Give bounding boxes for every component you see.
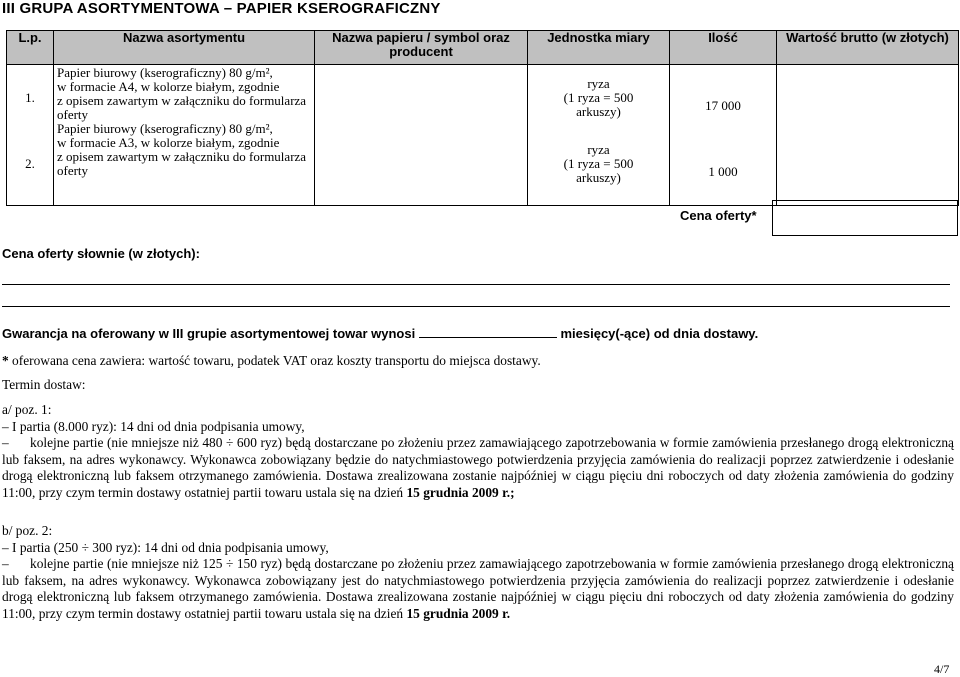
row-1-unit: ryza (1 ryza = 500 arkuszy)	[563, 76, 634, 119]
page-heading: III GRUPA ASORTYMENTOWA – PAPIER KSEROGRAFICZNY	[2, 0, 441, 17]
header-name: Nazwa asortymentu	[54, 31, 315, 65]
price-total-box[interactable]	[772, 200, 958, 236]
table-header-row	[7, 31, 959, 65]
section-b-first: – I partia (250 ÷ 300 ryz): 14 dni od dnia podpisania umowy,	[2, 539, 329, 555]
price-label: Cena oferty*	[680, 208, 757, 223]
section-b-date: 15 grudnia 2009 r.	[406, 605, 511, 621]
note-star: *	[2, 353, 9, 368]
table-row	[7, 65, 959, 206]
note-text: oferowana cena zawiera: wartość towaru, podatek VAT oraz koszty transportu do miejsca dostawy.	[8, 353, 541, 368]
header-paper: Nazwa papieru / symbol oraz producent	[315, 31, 528, 65]
section-a-date: 15 grudnia 2009 r.;	[406, 484, 515, 500]
page-number: 4/7	[934, 662, 950, 676]
section-a-next-text: kolejne partie (nie mniejsze niż 480 ÷ 600 ryz) będą dostarczane po złożeniu przez zamawiającego zapotrzebowania w formie zamówienia przesłanego drogą elektroniczną lub faksem, na adres wykonawcy. Wykonawca zobowiązany będzie do natychmiastowego potwierdzenia przyjęcia zamówienia do realizacji poprzez zatwierdzenie i odesłanie drogą elektroniczną lub faksem otrzymanego zamówienia. Dostawa zrealizowana zostanie najpóźniej w ciągu pięciu dni roboczych od daty złożenia zamówienia do godziny 11:00, przy czym termin dostawy ostatniej partii towaru ustala się na dzień	[2, 435, 954, 500]
assortment-table	[6, 30, 959, 206]
price-note	[2, 353, 954, 370]
header-qty: Ilość	[670, 31, 777, 65]
section-b-title: b/ poz. 2:	[2, 523, 53, 538]
paper-cell[interactable]	[315, 65, 528, 206]
row-1-name: Papier biurowy (kserograficzny) 80 g/m², w formacie A4, w kolorze białym, zgodnie z opisem zawartym w załączniku do formularza oferty	[57, 65, 307, 122]
section-a-first: – I partia (8.000 ryz): 14 dni od dnia podpisania umowy,	[2, 418, 305, 434]
header-value: Wartość brutto (w złotych)	[777, 31, 959, 65]
guarantee-statement	[2, 326, 758, 341]
lp-cell	[7, 65, 54, 206]
guarantee-months-blank[interactable]	[419, 327, 557, 338]
price-words-label: Cena oferty słownie (w złotych):	[2, 246, 200, 261]
section-a-dash: –	[2, 435, 9, 450]
section-a-title: a/ poz. 1:	[2, 402, 52, 417]
row-2-name: Papier biurowy (kserograficzny) 80 g/m², w formacie A3, w kolorze białym, zgodnie z opisem zawartym w załączniku do formularza oferty	[57, 121, 307, 178]
section-b-dash: –	[2, 556, 9, 571]
row-2-unit: ryza (1 ryza = 500 arkuszy)	[563, 142, 634, 185]
section-b-next	[2, 556, 954, 622]
price-words-line-2[interactable]	[2, 306, 950, 307]
section-b	[2, 523, 954, 622]
guarantee-before: Gwarancja na oferowany w III grupie asortymentowej towar wynosi	[2, 326, 416, 341]
row-2-qty: 1 000	[708, 164, 738, 179]
header-lp: L.p.	[7, 31, 54, 65]
row-1-lp: 1.	[25, 90, 35, 105]
row-2-lp: 2.	[25, 156, 35, 171]
delivery-term-label: Termin dostaw:	[2, 377, 86, 392]
section-a-next	[2, 435, 954, 501]
header-unit: Jednostka miary	[528, 31, 670, 65]
unit-cell	[528, 65, 670, 206]
name-cell	[54, 65, 315, 206]
qty-cell	[670, 65, 777, 206]
guarantee-after: miesięcy(-ące) od dnia dostawy.	[560, 326, 759, 341]
row-1-qty: 17 000	[705, 98, 741, 113]
price-words-line-1[interactable]	[2, 284, 950, 285]
value-cell[interactable]	[777, 65, 959, 206]
section-b-next-text: kolejne partie (nie mniejsze niż 125 ÷ 150 ryz) będą dostarczane po złożeniu przez zamawiającego zapotrzebowania w formie zamówienia przesłanego drogą elektroniczną lub faksem, na adres wykonawcy. Wykonawca zobowiązany jest do natychmiastowego potwierdzenia przyjęcia zamówienia do realizacji poprzez zatwierdzenie i odesłanie drogą elektroniczną lub faksem otrzymanego zamówienia. Dostawa zrealizowana zostanie najpóźniej w ciągu pięciu dni roboczych od daty złożenia zamówienia do godziny 11:00, przy czym termin dostawy ostatniej partii towaru ustala się na dzień	[2, 556, 954, 621]
section-a	[2, 402, 954, 501]
